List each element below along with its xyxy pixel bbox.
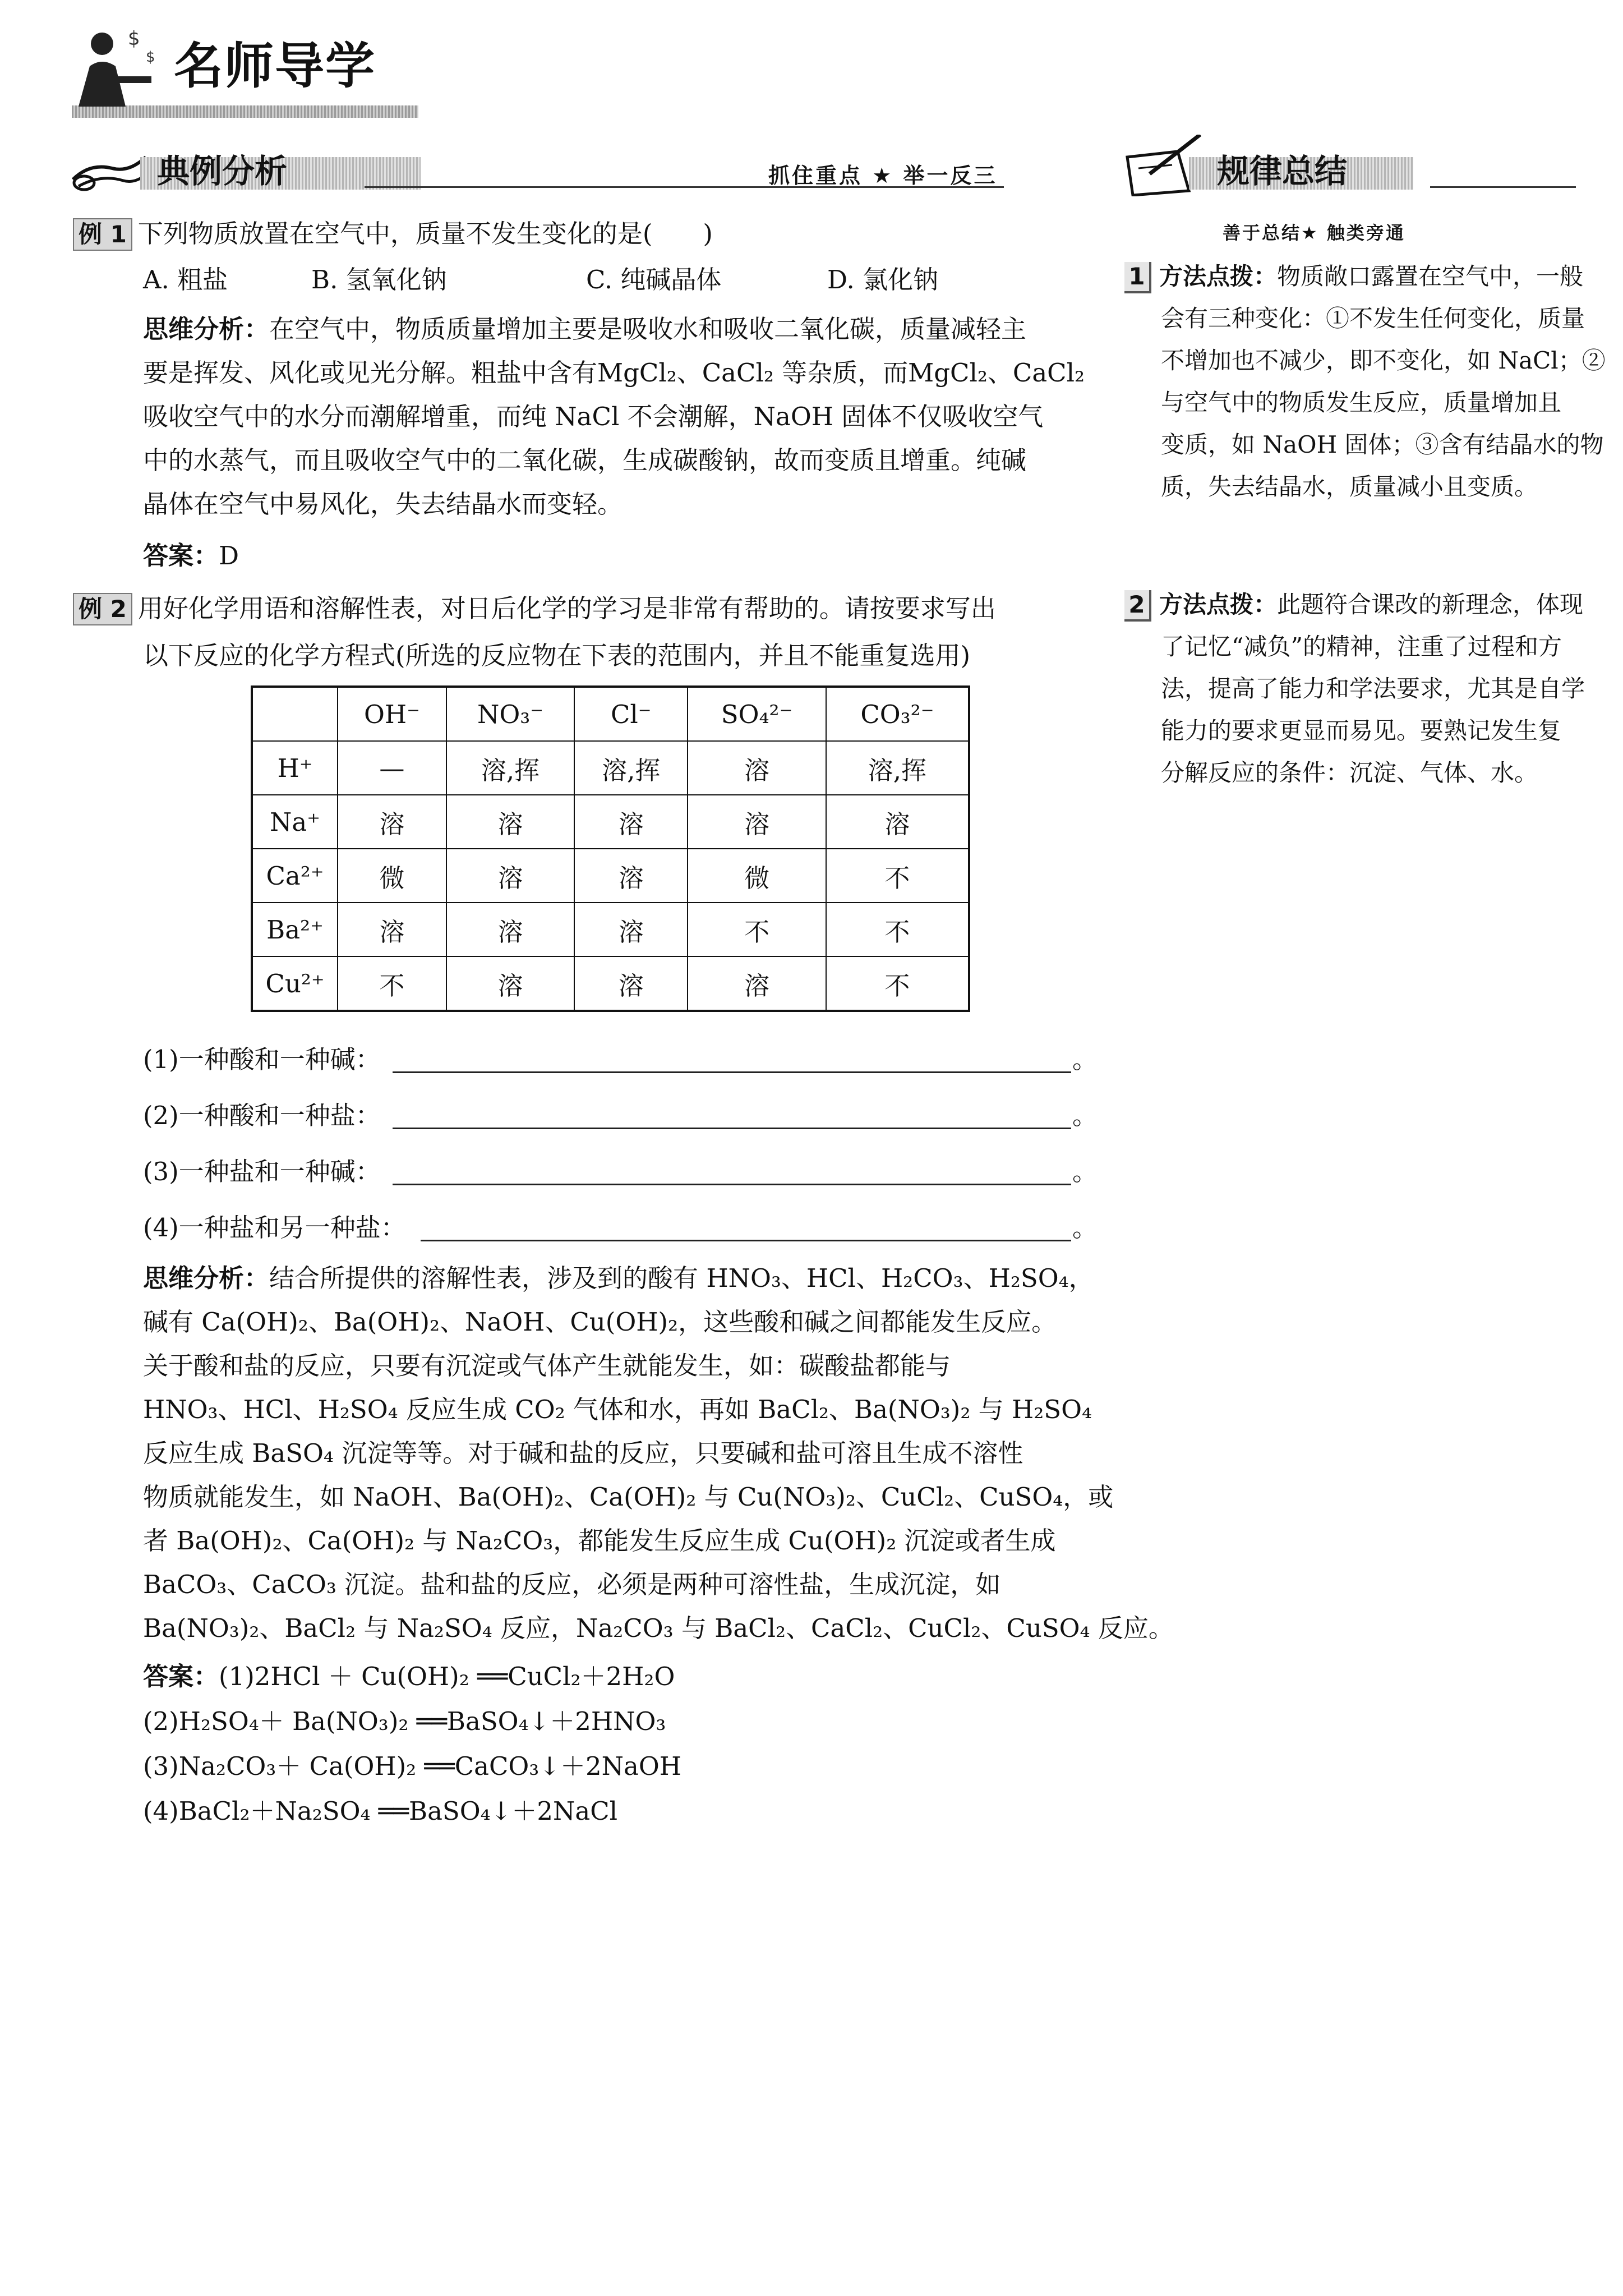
example1-options [143, 258, 938, 302]
table-row [252, 795, 969, 849]
table-corner-cell [252, 687, 338, 741]
example2-answer-line-4: (4)BaCl₂＋Na₂SO₄ ══BaSO₄↓＋2NaCl [143, 1796, 618, 1826]
table-row [252, 849, 969, 903]
table-row [252, 741, 969, 795]
table-cell: 溶 [574, 795, 688, 849]
example2-analysis-line-8: BaCO₃、CaCO₃ 沉淀。盐和盐的反应，必须是两种可溶性盐，生成沉淀，如 [143, 1570, 1001, 1599]
scroll-quill-icon [67, 146, 151, 195]
example2-analysis-line-2: 碱有 Ca(OH)₂、Ba(OH)₂、NaOH、Cu(OH)₂，这些酸和碱之间都能发生反应。 [143, 1307, 1057, 1337]
example1-analysis-line-4: 中的水蒸气，而且吸收空气中的二氧化碳，生成碳酸钠，故而变质且增重。纯碱 [143, 445, 1027, 475]
answer-equation: (1)2HCl ＋ Cu(OH)₂ ══CuCl₂＋2H₂O [219, 1662, 675, 1691]
example1-badge: 例 1 [73, 218, 132, 251]
example1-question-line [73, 212, 713, 256]
example2-analysis-line-4: HNO₃、HCl、H₂SO₄ 反应生成 CO₂ 气体和水，再如 BaCl₂、Ba(NO₃)₂ 与 H₂SO₄ [143, 1395, 1092, 1424]
option-c: C. 纯碱晶体 [586, 265, 722, 295]
table-cell: 溶 [688, 741, 826, 795]
tip1-label: 方法点拨： [1159, 263, 1278, 290]
analysis-label: 思维分析： [143, 314, 270, 344]
tip1-line-5: 变质，如 NaOH 固体；③含有结晶水的物 [1161, 431, 1604, 458]
blank-end-3: 。 [1072, 1157, 1098, 1186]
table-row [252, 956, 969, 1011]
tip1-line-6: 质，失去结晶水，质量减小且变质。 [1161, 473, 1538, 500]
table-cell: — [338, 741, 446, 795]
tip1-text: 物质敞口露置在空气中，一般 [1277, 263, 1584, 290]
table-cell: 溶 [446, 903, 574, 956]
blank-prompt-2: (2)一种酸和一种盐： [143, 1101, 381, 1130]
table-cell: 溶 [688, 795, 826, 849]
blank-prompt-1: (1)一种酸和一种碱： [143, 1045, 381, 1074]
analysis-text: 在空气中，物质质量增加主要是吸收水和吸收二氧化碳，质量减轻主 [269, 314, 1027, 344]
solubility-table [251, 685, 970, 1012]
table-cell: 溶 [446, 849, 574, 903]
table-header-row [252, 687, 969, 741]
table-row-header: Cu²⁺ [252, 956, 338, 1011]
table-cell: 溶,挥 [446, 741, 574, 795]
table-cell: 溶 [688, 956, 826, 1011]
section-title-examples: 典例分析 [157, 152, 288, 190]
example2-analysis-line-3: 关于酸和盐的反应，只要有沉淀或气体产生就能发生，如：碳酸盐都能与 [143, 1351, 951, 1381]
answer-label: 答案： [143, 1662, 219, 1691]
table-cell: 溶 [338, 795, 446, 849]
section-head-summary [1116, 151, 1593, 191]
blank-prompt-3: (3)一种盐和一种碱： [143, 1157, 381, 1186]
blank-end-4: 。 [1072, 1213, 1098, 1243]
example2-analysis-line-1 [143, 1257, 1094, 1300]
tip2-line-4: 能力的要求更显而易见。要熟记发生复 [1161, 717, 1562, 744]
table-cell: 溶,挥 [826, 741, 969, 795]
tip2-label: 方法点拨： [1159, 591, 1278, 618]
table-cell: 不 [338, 956, 446, 1011]
table-cell: 不 [826, 849, 969, 903]
example1-analysis-line-3: 吸收空气中的水分而潮解增重，而纯 NaCl 不会潮解，NaOH 固体不仅吸收空气 [143, 402, 1044, 431]
tip1-line-4: 与空气中的物质发生反应，质量增加且 [1161, 389, 1562, 416]
section-motto-summary: 善于总结★ 触类旁通 [1223, 222, 1405, 243]
tip1-line-1 [1124, 255, 1583, 297]
option-a: A. 粗盐 [143, 265, 228, 295]
example2-answer-line-1 [143, 1655, 675, 1699]
page-title: 名师导学 [174, 37, 376, 95]
answer-value: D [219, 541, 239, 570]
table-cell: 不 [688, 903, 826, 956]
svg-text:$: $ [128, 27, 140, 50]
analysis-label: 思维分析： [143, 1263, 270, 1293]
example1-analysis-line-5: 晶体在空气中易风化，失去结晶水而变轻。 [143, 489, 623, 519]
example2-analysis-line-6: 物质就能发生，如 NaOH、Ba(OH)₂、Ca(OH)₂ 与 Cu(NO₃)₂、CuCl₂、CuSO₄，或 [143, 1482, 1114, 1512]
table-header-cell: Cl⁻ [574, 687, 688, 741]
tip2-line-1 [1124, 583, 1583, 625]
table-cell: 溶 [338, 903, 446, 956]
table-header-cell: CO₃²⁻ [826, 687, 969, 741]
table-row [252, 903, 969, 956]
blank-end-2: 。 [1072, 1101, 1098, 1130]
example1-analysis-line-1 [143, 307, 1026, 351]
blank-line-3[interactable] [393, 1184, 1071, 1185]
tip2-number: 2 [1124, 590, 1151, 622]
example2-analysis-line-5: 反应生成 BaSO₄ 沉淀等等。对于碱和盐的反应，只要碱和盐可溶且生成不溶性 [143, 1438, 1023, 1468]
table-cell: 微 [338, 849, 446, 903]
blank-end-1: 。 [1072, 1045, 1098, 1074]
table-cell: 溶,挥 [574, 741, 688, 795]
blank-line-1[interactable] [393, 1071, 1071, 1073]
student-reading-icon [67, 22, 165, 107]
example1-analysis-line-2: 要是挥发、风化或见光分解。粗盐中含有MgCl₂、CaCl₂ 等杂质，而MgCl₂、CaCl₂ [143, 358, 1085, 388]
table-cell: 溶 [574, 956, 688, 1011]
option-b: B. 氢氧化钠 [311, 265, 447, 295]
tip2-line-5: 分解反应的条件：沉淀、气体、水。 [1161, 759, 1538, 786]
example1-answer [143, 534, 239, 578]
tip1-line-2: 会有三种变化：①不发生任何变化，质量 [1161, 305, 1585, 332]
table-row-header: H⁺ [252, 741, 338, 795]
example2-question-line-1 [73, 587, 996, 631]
table-row-header: Na⁺ [252, 795, 338, 849]
example2-analysis-line-7: 者 Ba(OH)₂、Ca(OH)₂ 与 Na₂CO₃，都能发生反应生成 Cu(OH)₂ 沉淀或者生成 [143, 1526, 1056, 1556]
table-row-header: Ca²⁺ [252, 849, 338, 903]
section-motto-examples: 抓住重点 ★ 举一反三 [768, 163, 998, 188]
table-cell: 溶 [446, 795, 574, 849]
analysis-text: 结合所提供的溶解性表，涉及到的酸有 HNO₃、HCl、H₂CO₃、H₂SO₄， [269, 1263, 1094, 1293]
section-title-summary: 规律总结 [1217, 152, 1348, 190]
tip1-line-3: 不增加也不减少，即不变化，如 NaCl；② [1161, 347, 1606, 374]
table-header-cell: SO₄²⁻ [688, 687, 826, 741]
example1-question: 下列物质放置在空气中，质量不发生变化的是( ) [137, 219, 713, 249]
svg-text:$: $ [146, 49, 155, 66]
tip2-text: 此题符合课改的新理念，体现 [1277, 591, 1584, 618]
blank-line-2[interactable] [393, 1128, 1071, 1129]
example2-analysis-line-9: Ba(NO₃)₂、BaCl₂ 与 Na₂SO₄ 反应，Na₂CO₃ 与 BaCl₂、CaCl₂、CuCl₂、CuSO₄ 反应。 [143, 1613, 1174, 1643]
section-head-examples [62, 151, 1071, 191]
table-header-cell: OH⁻ [338, 687, 446, 741]
table-cell: 不 [826, 903, 969, 956]
table-cell: 溶 [446, 956, 574, 1011]
table-cell: 不 [826, 956, 969, 1011]
example2-answer-line-2: (2)H₂SO₄＋ Ba(NO₃)₂ ══BaSO₄↓＋2HNO₃ [143, 1706, 666, 1736]
table-cell: 微 [688, 849, 826, 903]
blank-line-4[interactable] [421, 1240, 1071, 1241]
example2-answer-line-3: (3)Na₂CO₃＋ Ca(OH)₂ ══CaCO₃↓＋2NaOH [143, 1751, 681, 1781]
blank-prompt-4: (4)一种盐和另一种盐： [143, 1213, 406, 1243]
tip1-number: 1 [1124, 262, 1151, 293]
example2-question: 用好化学用语和溶解性表，对日后化学的学习是非常有帮助的。请按要求写出 [137, 593, 996, 623]
table-header-cell: NO₃⁻ [446, 687, 574, 741]
table-cell: 溶 [574, 849, 688, 903]
answer-label: 答案： [143, 541, 219, 570]
example2-badge: 例 2 [73, 593, 132, 625]
tip2-line-3: 法，提高了能力和学法要求，尤其是自学 [1161, 675, 1585, 702]
option-d: D. 氯化钠 [827, 265, 939, 295]
table-cell: 溶 [826, 795, 969, 849]
tip2-line-2: 了记忆“减负”的精神，注重了过程和方 [1161, 633, 1562, 660]
table-row-header: Ba²⁺ [252, 903, 338, 956]
example2-question-line-2: 以下反应的化学方程式(所选的反应物在下表的范围内，并且不能重复选用) [143, 641, 971, 670]
header-bar [72, 105, 418, 118]
table-cell: 溶 [574, 903, 688, 956]
